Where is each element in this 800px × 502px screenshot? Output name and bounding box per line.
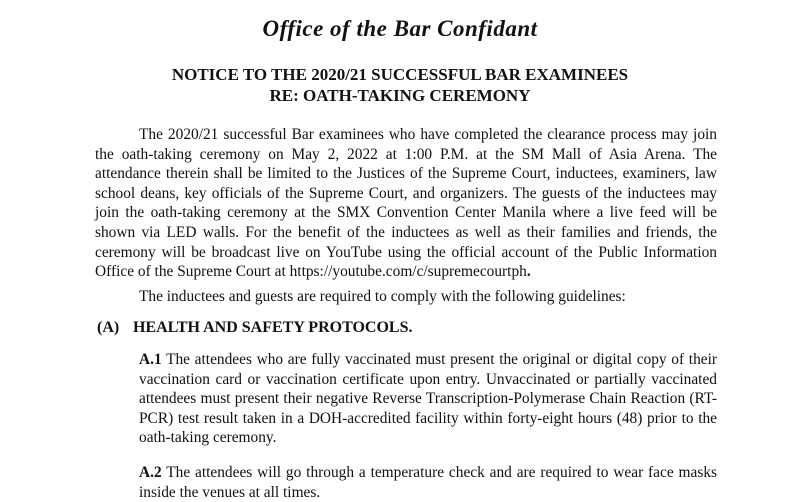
- office-header: Office of the Bar Confidant: [262, 16, 538, 41]
- intro-text: The 2020/21 successful Bar examinees who have completed the clearance process may join the oath-taking ceremony on May 2, 2022 at 1:00 P.M. at the SM Mall of Asia Arena. The attendance therein shall be limited to the Justices of the Supreme Court, inductees, examiners, law school deans, key officials of the Supreme Court, and organizers. The guests of the inductees may join the oath-taking ceremony at the SMX Convention Center Manila where a live feed will be shown via LED walls. For the benefit of the inductees as well as their families and friends, the ceremony will be broadcast live on YouTube using the official account of the Public Information Office of the Supreme Court at https://youtube.com/c/supremecourtph: [95, 126, 717, 281]
- intro-period: .: [526, 263, 531, 281]
- item-a2-text: The attendees will go through a temperature check and are required to wear face masks inside the venues at all times.: [139, 464, 717, 501]
- item-a2: [139, 463, 717, 502]
- item-a1: [139, 350, 717, 448]
- section-a-letter: (A): [97, 319, 120, 336]
- notice-subtitle: RE: OATH-TAKING CEREMONY: [269, 86, 531, 105]
- section-a-title: HEALTH AND SAFETY PROTOCOLS.: [133, 319, 413, 336]
- item-a1-text: The attendees who are fully vaccinated must present the original or digital copy of their vaccination card or vaccination certificate upon entry. Unvaccinated or partially vaccinated attendees must present their negative Reverse Transcription-Polymerase Chain Reaction (RT-PCR) test result taken in a DOH-accredited facility within forty-eight hours (48) prior to the oath-taking ceremony.: [139, 351, 717, 447]
- notice-title: NOTICE TO THE 2020/21 SUCCESSFUL BAR EXAMINEES: [171, 65, 629, 84]
- intro-paragraph: [95, 125, 717, 282]
- item-a1-number: A.1: [139, 351, 162, 368]
- item-a2-number: A.2: [139, 464, 162, 481]
- guidelines-intro: The inductees and guests are required to comply with the following guidelines:: [139, 288, 626, 305]
- section-a-heading: [97, 319, 412, 337]
